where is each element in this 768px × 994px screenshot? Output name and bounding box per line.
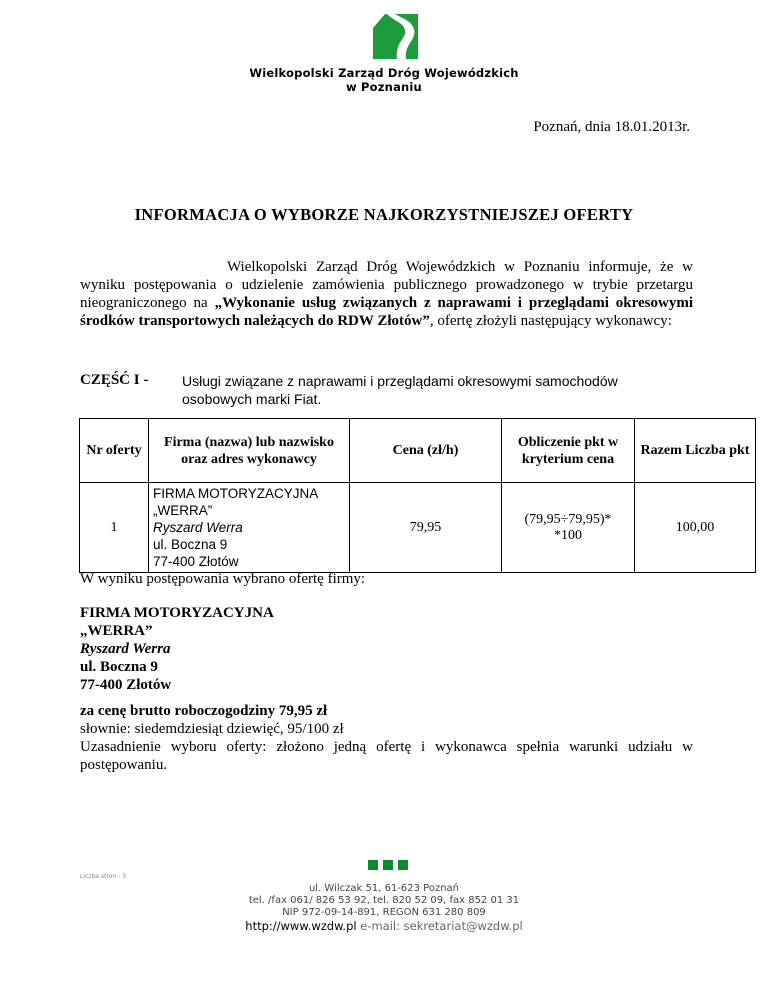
price-words: słownie: siedemdziesiąt dziewięć, 95/100 zł [80, 721, 344, 737]
selected-firm-owner: Ryszard Werra [80, 641, 171, 657]
organization-city: w Poznaniu [346, 80, 422, 94]
header-nr: Nr oferty [80, 419, 149, 483]
document-date: Poznań, dnia 18.01.2013r. [533, 119, 690, 135]
calc-line1: (79,95÷79,95)* [524, 511, 612, 527]
price-label: za cenę brutto roboczogodziny 79,95 zł [80, 703, 328, 719]
selected-firm-city: 77-400 Złotów [80, 677, 172, 693]
website-link[interactable]: http://www.wzdw.pl [245, 919, 357, 933]
header-total: Razem Liczba pkt [635, 419, 756, 483]
firm-owner: Ryszard Werra [153, 520, 243, 535]
part-label: CZĘŚĆ I - [80, 372, 149, 388]
header-calc: Obliczenie pkt w kryterium cena [502, 419, 635, 483]
footer-contact [0, 919, 768, 933]
organization-name: Wielkopolski Zarząd Dróg Wojewódzkich [249, 66, 519, 80]
cell-price: 79,95 [350, 483, 502, 573]
intro-contract-name: „Wykonanie usług związanych z naprawami i przeglądami okresowymi środków transportowych należących do RDW Złotów” [80, 295, 694, 329]
square-icon [398, 860, 408, 870]
firm-name-line2: „WERRA” [153, 503, 213, 518]
footer-address: ul. Wilczak 51, 61-623 Poznań [308, 883, 460, 894]
firm-city: 77-400 Złotów [153, 554, 239, 569]
header-firm: Firma (nazwa) lub nazwisko oraz adres wykonawcy [149, 419, 350, 483]
page-count: Liczba stron - 3 [80, 873, 126, 880]
intro-paragraph [80, 258, 693, 330]
intro-text-1: Wielkopolski Zarząd Dróg Wojewódzkich w Poznaniu informuje, że w wyniku postępowania o udzielenie zamówienia publicznego prowadzonego w trybie przetargu nieograniczonego na [80, 259, 693, 311]
square-icon [368, 860, 378, 870]
table-row [80, 483, 756, 573]
selected-firm-line2: „WERRA” [80, 623, 153, 639]
cell-nr: 1 [80, 483, 149, 573]
firm-street: ul. Boczna 9 [153, 537, 228, 552]
footer-ids: NIP 972-09-14-891, REGON 631 280 809 [282, 907, 486, 918]
square-icon [383, 860, 393, 870]
offers-table [79, 418, 756, 573]
intro-text-2: , ofertę złożyli następujący wykonawcy: [429, 313, 672, 329]
header-price: Cena (zł/h) [350, 419, 502, 483]
table-header-row [80, 419, 756, 483]
document-title: INFORMACJA O WYBORZE NAJKORZYSTNIEJSZEJ OFERTY [134, 205, 634, 224]
selected-firm [80, 604, 274, 694]
cell-total: 100,00 [635, 483, 756, 573]
part-description: Usługi związane z naprawami i przeglądami okresowymi samochodów osobowych marki Fiat. [182, 373, 618, 407]
cell-firm [149, 483, 350, 573]
email-link[interactable]: e-mail: sekretariat@wzdw.pl [356, 919, 523, 933]
footer-squares [368, 857, 413, 875]
cell-calc [502, 483, 635, 573]
footer-phones: tel. /fax 061/ 826 53 92, tel. 820 52 09, fax 852 01 31 [248, 895, 520, 906]
firm-name-line1: FIRMA MOTORYZACYJNA [153, 486, 319, 501]
result-intro: W wyniku postępowania wybrano ofertę firmy: [80, 571, 366, 587]
calc-line2: *100 [554, 527, 582, 543]
justification: Uzasadnienie wyboru oferty: złożono jedną ofertę i wykonawca spełnia warunki udziału w postępowaniu. [80, 739, 693, 773]
selected-firm-street: ul. Boczna 9 [80, 659, 158, 675]
price-block [80, 702, 693, 774]
selected-firm-line1: FIRMA MOTORYZACYJNA [80, 605, 274, 621]
wzdw-road-logo-icon [373, 14, 418, 59]
